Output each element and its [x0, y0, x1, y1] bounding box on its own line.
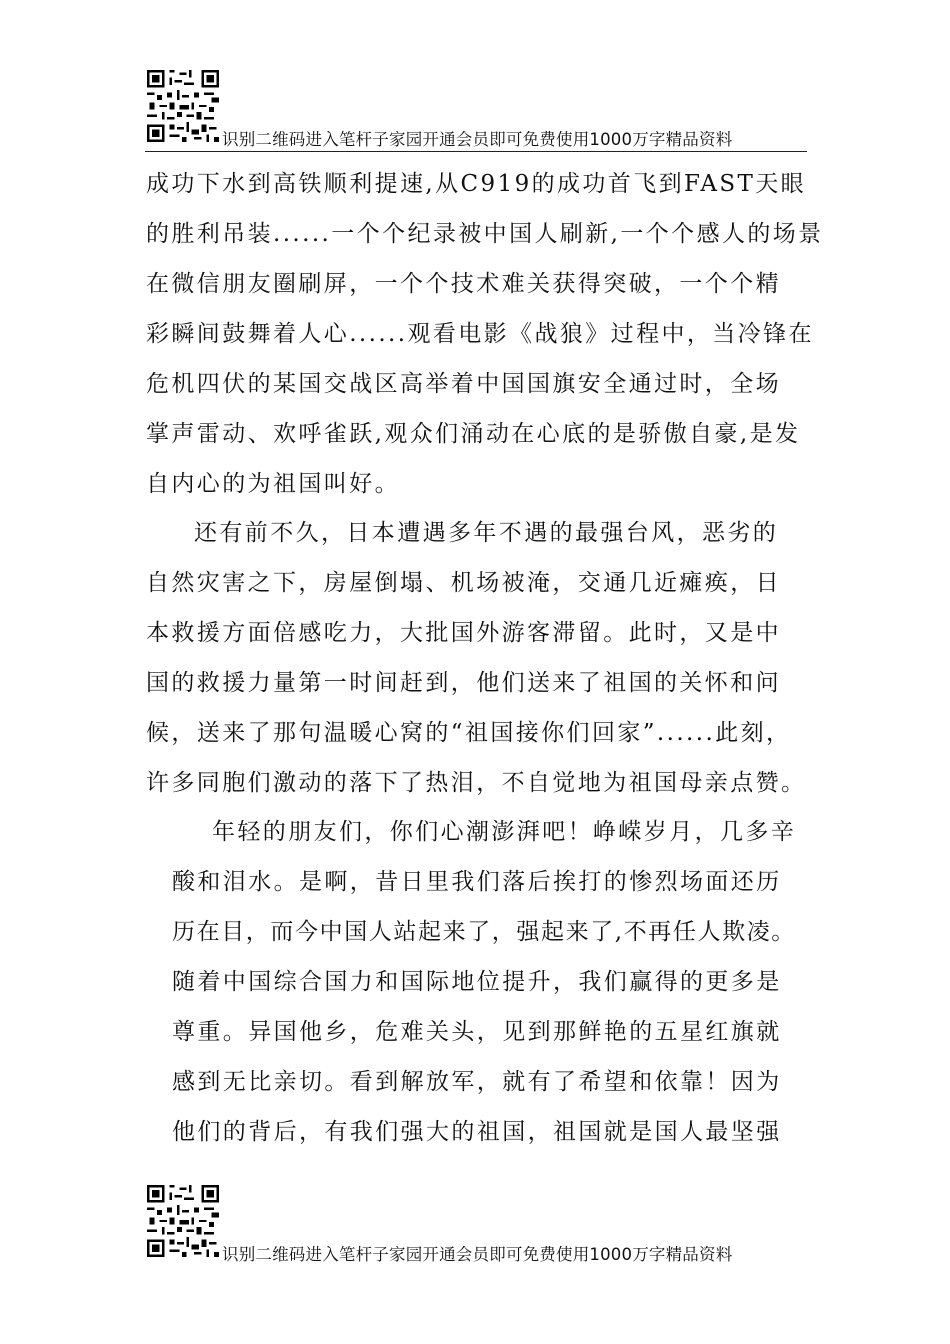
paragraph-line: 自内心的为祖国叫好。 — [146, 471, 400, 497]
paragraph-line: 他们的背后，有我们强大的祖国，祖国就是国人最坚强 — [172, 1119, 782, 1145]
paragraph-line: 在微信朋友圈刷屏，一个个技术难关获得突破，一个个精 — [146, 271, 781, 297]
paragraph-line: 掌声雷动、欢呼雀跃,观众们涌动在心底的是骄傲自豪,是发 — [146, 421, 801, 447]
paragraph-line: 的胜利吊装......一个个纪录被中国人刷新,一个个感人的场景 — [146, 221, 824, 247]
qr-code-icon[interactable] — [147, 70, 219, 142]
paragraph-line: 尊重。异国他乡，危难关头，见到那鲜艳的五星红旗就 — [172, 1019, 782, 1045]
paragraph-line: 感到无比亲切。看到解放军，就有了希望和依靠！因为 — [172, 1069, 782, 1095]
paragraph-line: 危机四伏的某国交战区高举着中国国旗安全通过时，全场 — [146, 371, 781, 397]
paragraph-line: 还有前不久，日本遭遇多年不遇的最强台风，恶劣的 — [194, 520, 779, 546]
paragraph-line: 酸和泪水。是啊，昔日里我们落后挨打的惨烈场面还历 — [172, 869, 782, 895]
paragraph-line: 候，送来了那句温暖心窝的“祖国接你们回家”......此刻， — [146, 720, 792, 746]
header-banner-text: 识别二维码进入笔杆子家园开通会员即可免费使用1000万字精品资料 — [222, 130, 733, 149]
paragraph-line: 自然灾害之下，房屋倒塌、机场被淹，交通几近瘫痪，日 — [146, 570, 781, 596]
paragraph-line: 历在目，而今中国人站起来了，强起来了,不再任人欺凌。 — [172, 919, 796, 945]
paragraph-line: 成功下水到高铁顺利提速,从C919的成功首飞到FAST天眼 — [146, 171, 807, 197]
header-divider — [145, 151, 807, 152]
paragraph-line: 随着中国综合国力和国际地位提升，我们赢得的更多是 — [172, 969, 782, 995]
paragraph-line: 年轻的朋友们，你们心潮澎湃吧！峥嵘岁月，几多辛 — [212, 819, 797, 845]
paragraph-line: 彩瞬间鼓舞着人心......观看电影《战狼》过程中，当冷锋在 — [146, 321, 814, 347]
qr-code-icon[interactable] — [147, 1185, 219, 1257]
paragraph-line: 本救援方面倍感吃力，大批国外游客滞留。此时，又是中 — [146, 620, 781, 646]
paragraph-line: 国的救援力量第一时间赶到，他们送来了祖国的关怀和问 — [146, 670, 781, 696]
footer-banner-text: 识别二维码进入笔杆子家园开通会员即可免费使用1000万字精品资料 — [222, 1245, 733, 1264]
paragraph-line: 许多同胞们激动的落下了热泪，不自觉地为祖国母亲点赞。 — [146, 770, 807, 796]
